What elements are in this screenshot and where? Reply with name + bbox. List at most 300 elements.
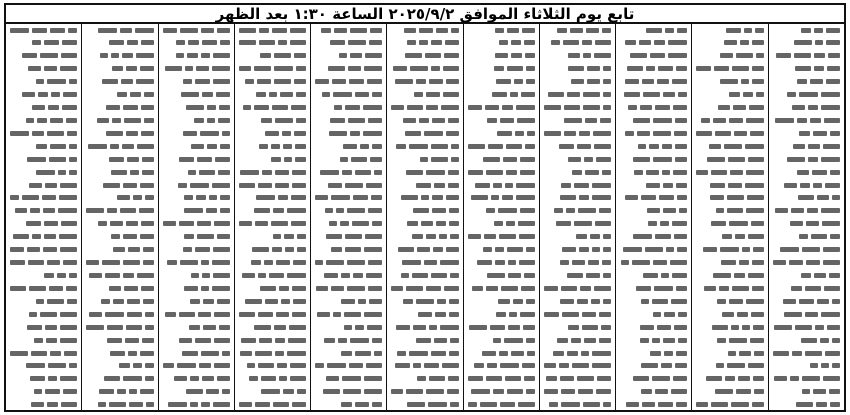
name-entry [10,298,77,304]
name-entry [620,376,687,382]
name-entry [239,195,306,201]
name-entry [773,376,840,382]
name-entry [315,105,382,111]
name-entry [696,105,763,111]
name-entry [163,234,230,240]
name-entry [391,40,458,46]
name-entry [315,27,382,33]
names-grid [6,24,844,410]
name-entry [163,79,230,85]
name-entry [10,337,77,343]
name-entry [544,79,611,85]
name-entry [239,363,306,369]
name-entry [391,363,458,369]
name-entry [86,53,153,59]
name-entry [544,182,611,188]
name-entry [696,376,763,382]
name-entry [163,105,230,111]
name-entry [696,260,763,266]
name-entry [86,376,153,382]
name-entry [620,79,687,85]
names-column-10 [81,24,157,410]
name-entry [10,260,77,266]
name-entry [163,402,230,408]
name-entry [773,79,840,85]
name-entry [239,324,306,330]
name-entry [163,350,230,356]
name-entry [468,143,535,149]
name-entry [86,182,153,188]
name-entry [696,40,763,46]
name-entry [696,298,763,304]
name-entry [773,363,840,369]
name-entry [696,208,763,214]
name-entry [86,337,153,343]
name-entry [696,234,763,240]
name-entry [163,53,230,59]
names-column-1 [768,24,844,410]
name-entry [315,234,382,240]
name-entry [468,169,535,175]
name-entry [773,105,840,111]
name-entry [391,79,458,85]
name-entry [163,311,230,317]
name-entry [544,221,611,227]
name-entry [544,117,611,123]
name-entry [696,285,763,291]
name-entry [544,169,611,175]
name-entry [315,221,382,227]
name-entry [773,247,840,253]
name-entry [163,337,230,343]
name-entry [620,311,687,317]
name-entry [239,117,306,123]
name-entry [391,298,458,304]
name-entry [239,376,306,382]
name-entry [315,53,382,59]
name-entry [86,117,153,123]
name-entry [239,156,306,162]
name-entry [544,311,611,317]
name-entry [773,285,840,291]
name-entry [620,298,687,304]
name-entry [239,79,306,85]
name-entry [620,156,687,162]
name-entry [773,130,840,136]
name-entry [163,27,230,33]
name-entry [468,130,535,136]
name-entry [468,273,535,279]
name-entry [773,143,840,149]
name-entry [696,169,763,175]
name-entry [86,156,153,162]
name-entry [696,324,763,330]
name-entry [468,260,535,266]
name-entry [239,105,306,111]
name-entry [163,117,230,123]
name-entry [468,247,535,253]
name-entry [315,247,382,253]
name-entry [468,298,535,304]
name-entry [391,376,458,382]
name-entry [544,40,611,46]
name-entry [620,27,687,33]
name-entry [468,337,535,343]
name-entry [86,92,153,98]
name-entry [163,273,230,279]
name-entry [10,311,77,317]
name-entry [620,389,687,395]
name-entry [315,79,382,85]
name-entry [86,389,153,395]
name-entry [391,389,458,395]
name-entry [10,66,77,72]
name-entry [696,221,763,227]
name-entry [620,234,687,240]
name-entry [696,117,763,123]
notice-headline: تابع يوم الثلاثاء الموافق ٢٠٢٥/٩/٢ الساعة ١:٣٠ بعد الظهر [215,4,635,23]
name-entry [620,105,687,111]
name-entry [163,221,230,227]
name-entry [163,298,230,304]
name-entry [468,311,535,317]
name-entry [544,389,611,395]
name-entry [468,182,535,188]
name-entry [620,92,687,98]
name-entry [239,260,306,266]
name-entry [696,311,763,317]
name-entry [315,117,382,123]
name-entry [391,311,458,317]
name-entry [696,27,763,33]
name-entry [391,105,458,111]
name-entry [468,53,535,59]
name-entry [239,66,306,72]
name-entry [315,40,382,46]
name-entry [620,285,687,291]
name-entry [391,337,458,343]
name-entry [163,195,230,201]
headline-bar [6,5,844,24]
name-entry [468,221,535,227]
names-column-6 [386,24,462,410]
name-entry [468,350,535,356]
name-entry [10,169,77,175]
name-entry [544,208,611,214]
name-entry [10,117,77,123]
name-entry [163,130,230,136]
name-entry [468,208,535,214]
name-entry [10,247,77,253]
name-entry [544,234,611,240]
name-entry [544,298,611,304]
names-column-8 [234,24,310,410]
name-entry [773,298,840,304]
name-entry [163,363,230,369]
name-entry [620,40,687,46]
name-entry [468,66,535,72]
name-entry [391,208,458,214]
name-entry [468,285,535,291]
name-entry [468,40,535,46]
name-entry [86,247,153,253]
name-entry [239,285,306,291]
name-entry [10,143,77,149]
name-entry [468,117,535,123]
name-entry [620,66,687,72]
name-entry [773,402,840,408]
name-entry [391,195,458,201]
name-entry [86,285,153,291]
name-entry [620,337,687,343]
name-entry [468,92,535,98]
name-entry [315,389,382,395]
name-entry [620,208,687,214]
name-entry [773,208,840,214]
name-entry [468,195,535,201]
name-entry [544,273,611,279]
name-entry [163,389,230,395]
name-entry [620,130,687,136]
name-entry [620,143,687,149]
name-entry [696,66,763,72]
name-entry [620,117,687,123]
name-entry [239,27,306,33]
name-entry [315,402,382,408]
name-entry [10,363,77,369]
name-entry [10,182,77,188]
name-entry [544,247,611,253]
names-column-7 [310,24,386,410]
name-entry [696,337,763,343]
name-entry [239,40,306,46]
name-entry [239,182,306,188]
name-entry [773,169,840,175]
name-entry [239,311,306,317]
name-entry [163,260,230,266]
name-entry [696,273,763,279]
name-entry [696,156,763,162]
name-entry [468,363,535,369]
names-column-9 [158,24,234,410]
name-entry [391,221,458,227]
name-entry [10,79,77,85]
name-entry [468,27,535,33]
name-entry [239,247,306,253]
name-entry [620,53,687,59]
name-entry [10,285,77,291]
name-entry [544,66,611,72]
name-entry [468,234,535,240]
name-entry [315,182,382,188]
name-entry [773,221,840,227]
name-entry [620,363,687,369]
name-entry [86,66,153,72]
name-entry [696,53,763,59]
name-entry [773,337,840,343]
name-entry [544,260,611,266]
name-entry [696,389,763,395]
name-entry [239,402,306,408]
name-entry [315,195,382,201]
name-entry [620,247,687,253]
name-entry [391,156,458,162]
name-entry [620,273,687,279]
name-entry [10,40,77,46]
name-entry [696,195,763,201]
name-entry [391,350,458,356]
notice-sheet [4,3,846,412]
name-entry [10,156,77,162]
name-entry [239,143,306,149]
name-entry [86,273,153,279]
name-entry [315,324,382,330]
name-entry [315,143,382,149]
name-entry [10,221,77,227]
name-entry [620,260,687,266]
name-entry [773,182,840,188]
name-entry [468,389,535,395]
name-entry [315,208,382,214]
name-entry [163,156,230,162]
name-entry [315,376,382,382]
names-column-4 [539,24,615,410]
name-entry [773,117,840,123]
name-entry [163,376,230,382]
names-column-11 [6,24,81,410]
name-entry [10,376,77,382]
name-entry [163,182,230,188]
name-entry [86,260,153,266]
name-entry [239,169,306,175]
name-entry [86,363,153,369]
name-entry [315,66,382,72]
name-entry [391,324,458,330]
name-entry [163,143,230,149]
name-entry [620,195,687,201]
name-entry [163,285,230,291]
name-entry [10,208,77,214]
name-entry [86,130,153,136]
name-entry [544,27,611,33]
name-entry [391,285,458,291]
name-entry [10,27,77,33]
name-entry [10,273,77,279]
name-entry [10,105,77,111]
name-entry [773,195,840,201]
name-entry [391,92,458,98]
name-entry [239,350,306,356]
name-entry [86,105,153,111]
name-entry [10,195,77,201]
names-column-5 [463,24,539,410]
name-entry [86,208,153,214]
name-entry [239,389,306,395]
name-entry [468,376,535,382]
name-entry [315,311,382,317]
name-entry [239,92,306,98]
name-entry [773,350,840,356]
name-entry [468,156,535,162]
name-entry [391,143,458,149]
name-entry [86,298,153,304]
name-entry [391,273,458,279]
name-entry [620,221,687,227]
name-entry [10,389,77,395]
name-entry [620,169,687,175]
name-entry [544,376,611,382]
name-entry [773,40,840,46]
name-entry [544,92,611,98]
name-entry [86,195,153,201]
name-entry [239,208,306,214]
name-entry [86,402,153,408]
name-entry [773,389,840,395]
name-entry [315,92,382,98]
name-entry [696,247,763,253]
name-entry [86,350,153,356]
name-entry [391,182,458,188]
name-entry [773,273,840,279]
name-entry [163,169,230,175]
name-entry [620,350,687,356]
name-entry [163,92,230,98]
name-entry [696,92,763,98]
name-entry [620,402,687,408]
name-entry [773,92,840,98]
name-entry [10,53,77,59]
name-entry [773,324,840,330]
name-entry [773,156,840,162]
name-entry [544,156,611,162]
name-entry [10,92,77,98]
name-entry [391,130,458,136]
name-entry [315,169,382,175]
name-entry [620,182,687,188]
name-entry [315,350,382,356]
names-column-3 [615,24,691,410]
name-entry [315,337,382,343]
name-entry [696,350,763,356]
name-entry [315,363,382,369]
name-entry [391,402,458,408]
name-entry [696,130,763,136]
name-entry [773,27,840,33]
name-entry [10,130,77,136]
name-entry [773,66,840,72]
name-entry [544,143,611,149]
name-entry [86,169,153,175]
name-entry [391,117,458,123]
name-entry [544,105,611,111]
name-entry [86,311,153,317]
name-entry [620,324,687,330]
name-entry [391,27,458,33]
name-entry [391,66,458,72]
name-entry [86,79,153,85]
name-entry [239,53,306,59]
name-entry [696,79,763,85]
name-entry [10,402,77,408]
name-entry [773,53,840,59]
name-entry [315,285,382,291]
name-entry [544,130,611,136]
name-entry [544,337,611,343]
name-entry [544,350,611,356]
name-entry [468,79,535,85]
name-entry [696,182,763,188]
name-entry [315,273,382,279]
